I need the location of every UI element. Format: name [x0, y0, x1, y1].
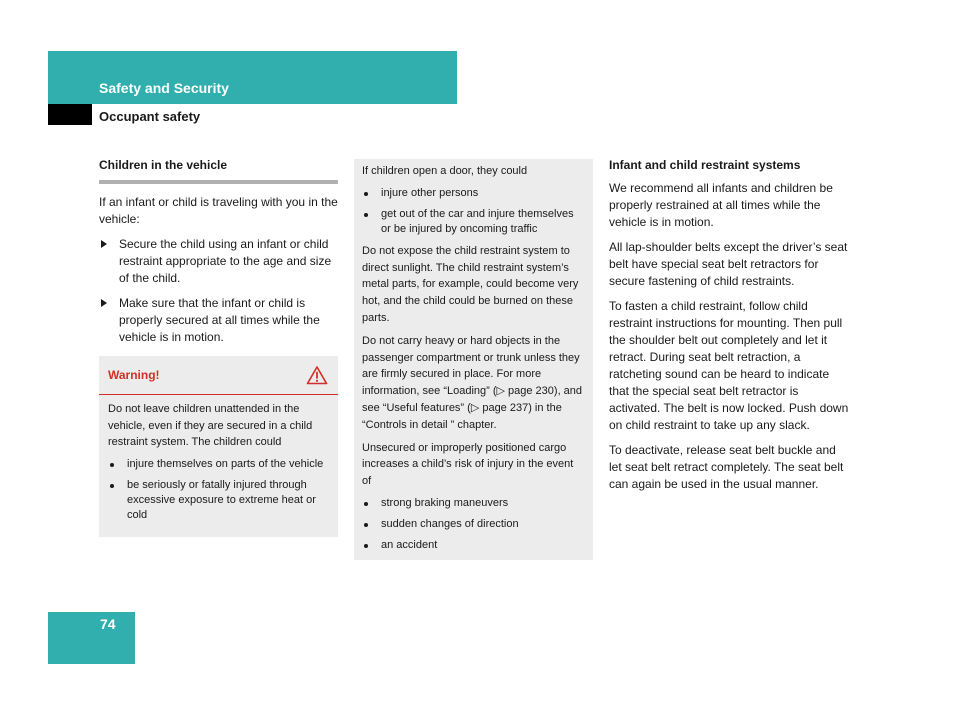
bullet-dot-icon [364, 523, 368, 527]
instruction-text: Make sure that the infant or child is properly secured at all times while the vehicle is in motion. [119, 296, 320, 344]
cargo-risk-list [362, 496, 585, 553]
door-risk-text: get out of the car and injure themselves or be injured by oncoming traffic [381, 207, 574, 235]
restraint-paragraph: We recommend all infants and children be properly restrained at all times while the vehicle is in motion. [609, 181, 833, 229]
restraint-systems-heading: Infant and child restraint systems [609, 158, 801, 172]
cargo-risk-text: sudden changes of direction [381, 517, 519, 530]
warning-item-text: injure themselves on parts of the vehicle [127, 457, 324, 470]
instruction-item [99, 236, 338, 287]
cargo-risk-item [362, 538, 585, 553]
restraint-paragraph: To deactivate, release seat belt buckle and let seat belt retract completely. The seat belt can again be used in the usual manner. [609, 443, 844, 491]
bullet-dot-icon [110, 463, 114, 467]
restraint-paragraph: All lap-shoulder belts except the driver’s seat belt have special seat belt retractors for secure fastening of child restraints. [609, 240, 848, 288]
warning-header [99, 356, 338, 395]
bullet-dot-icon [110, 484, 114, 488]
warning-triangle-icon [306, 365, 328, 385]
warning-box [99, 356, 338, 537]
instruction-text: Secure the child using an infant or child restraint appropriate to the age and size of the child. [119, 237, 332, 285]
warning-list [108, 457, 329, 523]
cargo-risk-text: an accident [381, 538, 438, 551]
warning-item [108, 457, 329, 472]
warning-item-text: be seriously or fatally injured through excessive exposure to extreme heat or cold [127, 478, 316, 521]
unsecured-cargo-text: Unsecured or improperly positioned cargo increases a child’s risk of injury in the event of [362, 441, 574, 488]
warning-body [99, 395, 338, 537]
bullet-dot-icon [364, 213, 368, 217]
page-number: 74 [100, 616, 116, 632]
instruction-list [99, 236, 338, 346]
sunlight-text: Do not expose the child restraint system to direct sunlight. The child restraint system’s metal parts, for example, could become very hot, and the child could be burned on these parts. [362, 244, 579, 324]
column-middle-warning-continued [354, 159, 593, 560]
column-left [99, 157, 338, 537]
door-text: If children open a door, they could [362, 165, 528, 177]
restraint-paragraph: To fasten a child restraint, follow child restraint instructions for mounting. Then pull the shoulder belt out completely and let it retract. During seat belt retraction, a ratcheting sound can be heard to indicate that the special seat belt retractor is activated. The belt is now locked. Push down on child restraint to take up any slack. [609, 299, 849, 432]
door-risk-item [362, 207, 585, 237]
intro-text: If an infant or child is traveling with you in the vehicle: [99, 195, 338, 226]
bullet-dot-icon [364, 192, 368, 196]
door-risk-list [362, 186, 585, 237]
warning-text: Do not leave children unattended in the vehicle, even if they are secured in a child restraint system. The children could [108, 403, 313, 448]
arrow-bullet-icon [101, 299, 107, 307]
cargo-risk-text: strong braking maneuvers [381, 496, 509, 509]
cargo-text: Do not carry heavy or hard objects in the passenger compartment or trunk unless they are firmly secured in place. For more information, see “Loading” (▷ page 230), and see “Useful features” (▷ page 237) in the “Controls in detail ” chapter. [362, 334, 583, 431]
column-right [609, 157, 849, 501]
header-tab-marker [48, 104, 92, 125]
page-number-box [48, 612, 135, 664]
heading-rule [99, 180, 338, 184]
bullet-dot-icon [364, 502, 368, 506]
warning-label: Warning! [108, 367, 160, 382]
arrow-bullet-icon [101, 240, 107, 248]
door-risk-text: injure other persons [381, 186, 479, 199]
header-bar [48, 51, 457, 104]
door-risk-item [362, 186, 585, 201]
subsection-title: Occupant safety [99, 109, 201, 124]
instruction-item [99, 295, 338, 346]
cargo-risk-item [362, 517, 585, 532]
section-title: Safety and Security [99, 80, 229, 96]
warning-item [108, 478, 329, 523]
cargo-risk-item [362, 496, 585, 511]
bullet-dot-icon [364, 544, 368, 548]
children-heading: Children in the vehicle [99, 158, 228, 172]
